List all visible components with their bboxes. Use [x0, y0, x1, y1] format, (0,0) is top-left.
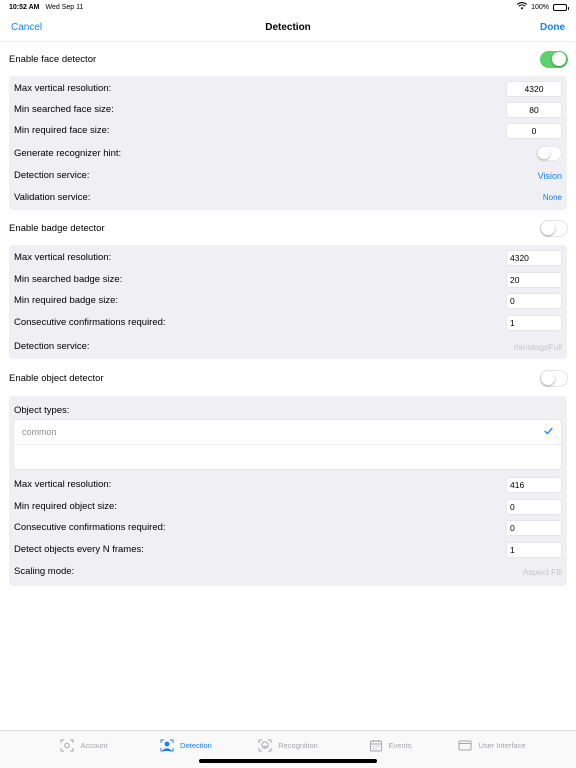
status-bar	[0, 0, 576, 14]
badge-min-searched-row	[9, 269, 567, 290]
tab-user-interface[interactable]	[441, 739, 543, 752]
face-detector-row	[0, 43, 576, 75]
face-settings-panel	[9, 76, 567, 210]
detection-icon	[160, 739, 174, 752]
object-max-res-row	[9, 474, 567, 495]
face-min-searched-field[interactable]: 80	[506, 102, 562, 118]
face-max-res-row	[9, 78, 567, 99]
object-every-n-row	[9, 539, 567, 560]
tab-detection-label: Detection	[180, 741, 212, 750]
badge-min-required-row	[9, 290, 567, 311]
face-min-required-row	[9, 120, 567, 141]
face-min-searched-row	[9, 99, 567, 120]
cancel-button[interactable]: Cancel	[11, 22, 43, 33]
face-min-required-label: Min required face size:	[14, 125, 110, 136]
badge-confirmations-row	[9, 312, 567, 333]
tab-user-interface-label: User Interface	[478, 741, 526, 750]
recognizer-hint-switch[interactable]	[537, 146, 562, 161]
tab-account-label: Account	[80, 741, 108, 750]
object-detector-switch[interactable]	[540, 370, 568, 387]
badge-max-res-row	[9, 247, 567, 268]
badge-confirmations-label: Consecutive confirmations required:	[14, 317, 166, 328]
badge-detector-label: Enable badge detector	[9, 222, 105, 234]
object-every-n-field[interactable]: 1	[506, 542, 562, 558]
navigation-bar	[0, 14, 576, 42]
object-confirmations-label: Consecutive confirmations required:	[14, 522, 166, 533]
tab-events-label: Events	[388, 741, 412, 750]
recognizer-hint-row	[9, 143, 567, 164]
validation-service-value[interactable]: None	[542, 193, 562, 202]
face-detector-switch[interactable]	[540, 51, 568, 68]
object-max-res-field[interactable]: 416	[506, 477, 562, 493]
validation-service-row	[9, 187, 567, 208]
account-icon	[60, 739, 74, 752]
tab-account[interactable]	[33, 739, 135, 752]
tab-recognition-label: Recognition	[278, 741, 318, 750]
done-button[interactable]: Done	[540, 22, 565, 33]
object-every-n-label: Detect objects every N frames:	[14, 544, 144, 555]
tab-events[interactable]	[339, 739, 441, 752]
object-min-required-field[interactable]: 0	[506, 499, 562, 515]
object-types-row	[9, 400, 567, 421]
object-detector-row	[0, 362, 576, 394]
face-min-searched-label: Min searched face size:	[14, 104, 114, 115]
face-max-res-field[interactable]: 4320	[506, 81, 562, 97]
face-detector-label: Enable face detector	[9, 53, 97, 65]
face-detection-service-value[interactable]: Vision	[537, 170, 562, 181]
page-title: Detection	[265, 22, 311, 33]
status-date: Wed Sep 11	[45, 3, 84, 11]
badge-detection-service-value[interactable]: rhinotagsFull	[513, 341, 562, 352]
object-types-label: Object types:	[14, 405, 70, 416]
object-min-required-label: Min required object size:	[14, 501, 117, 512]
status-time: 10:52 AM	[9, 3, 40, 11]
badge-detection-service-label: Detection service:	[14, 341, 90, 352]
face-max-res-label: Max vertical resolution:	[14, 83, 112, 94]
object-confirmations-field[interactable]: 0	[506, 520, 562, 536]
scaling-mode-row	[9, 561, 567, 582]
battery-icon	[553, 4, 567, 11]
badge-min-required-field[interactable]: 0	[506, 293, 562, 309]
recognition-icon	[258, 739, 272, 752]
user-interface-icon	[458, 739, 472, 752]
battery-percent: 100%	[531, 3, 549, 11]
badge-detector-switch[interactable]	[540, 220, 568, 237]
object-max-res-label: Max vertical resolution:	[14, 479, 112, 490]
badge-min-searched-field[interactable]: 20	[506, 272, 562, 288]
object-detector-label: Enable object detector	[9, 372, 104, 384]
wifi-icon	[517, 2, 527, 12]
checkmark-icon	[544, 427, 553, 438]
scaling-mode-label: Scaling mode:	[14, 566, 75, 577]
face-detection-service-label: Detection service:	[14, 170, 90, 181]
tab-detection[interactable]	[135, 739, 237, 752]
badge-settings-panel	[9, 245, 567, 359]
face-detection-service-row	[9, 165, 567, 186]
badge-max-res-field[interactable]: 4320	[506, 250, 562, 266]
status-right	[517, 2, 567, 12]
validation-service-label: Validation service:	[14, 192, 91, 203]
badge-min-searched-label: Min searched badge size:	[14, 274, 123, 285]
home-indicator	[199, 759, 377, 763]
object-min-required-row	[9, 496, 567, 517]
events-icon	[369, 739, 383, 752]
list-item[interactable]	[14, 420, 561, 445]
object-type-label: common	[22, 427, 57, 437]
badge-max-res-label: Max vertical resolution:	[14, 252, 112, 263]
badge-detector-row	[0, 212, 576, 244]
face-min-required-field[interactable]: 0	[506, 123, 562, 139]
tab-recognition[interactable]	[237, 739, 339, 752]
object-settings-panel	[9, 396, 567, 586]
badge-detection-service-row	[9, 336, 567, 357]
object-confirmations-row	[9, 517, 567, 538]
badge-confirmations-field[interactable]: 1	[506, 315, 562, 331]
object-types-list	[13, 419, 562, 470]
scaling-mode-value[interactable]: Aspect Fill	[522, 566, 562, 577]
badge-min-required-label: Min required badge size:	[14, 295, 119, 306]
recognizer-hint-label: Generate recognizer hint:	[14, 148, 122, 159]
